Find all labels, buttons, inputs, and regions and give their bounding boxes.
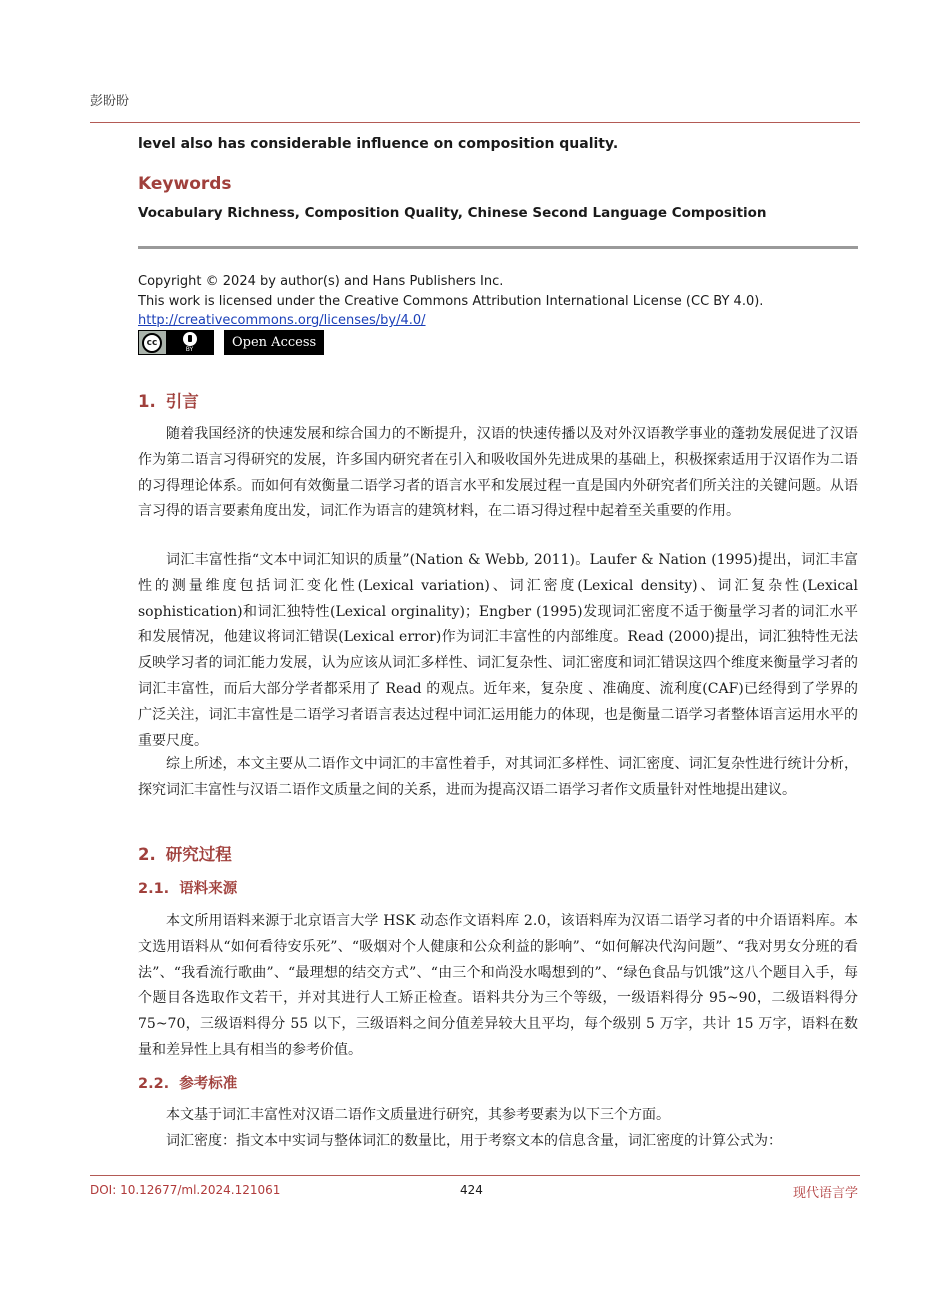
section-1-paragraph-1: 随着我国经济的快速发展和综合国力的不断提升，汉语的快速传播以及对外汉语教学事业的蓬勃发展促进了汉语作为第二语言习得研究的发展，许多国内研究者在引入和吸收国外先进成果的基础上，积极探索适用于汉语作为二语的习得理论体系。而如何有效衡量二语学习者的语言水平和发展过程一直是国内外研究者们所关注的关键问题。从语言习得的语言要素角度出发，词汇作为语言的建筑材料，在二语习得过程中起着至关重要的作用。: [138, 426, 858, 520]
keywords-text: Vocabulary Richness, Composition Quality, Chinese Second Language Composition: [138, 205, 767, 221]
by-label: BY: [185, 346, 194, 353]
license-link[interactable]: http://creativecommons.org/licenses/by/4.0/: [138, 313, 426, 328]
page-number: 424: [460, 1183, 483, 1197]
running-header-author: 彭盼盼: [90, 94, 130, 109]
cc-by-badge[interactable]: [138, 330, 214, 355]
section-2-2-heading: [138, 1072, 237, 1093]
section-1-title: 引言: [165, 392, 199, 411]
section-1-number: 1.: [138, 392, 156, 411]
section-2-1-number: 2.1.: [138, 881, 170, 897]
header-divider: [90, 122, 860, 123]
abstract-tail: level also has considerable influence on composition quality.: [138, 136, 619, 152]
section-2-1-title: 语料来源: [179, 881, 238, 897]
license-block: [138, 272, 858, 331]
by-block: [166, 331, 213, 354]
section-2-heading: [138, 841, 232, 865]
section-2-1-heading: [138, 877, 237, 898]
section-2-1-paragraph: 本文所用语料来源于北京语言大学 HSK 动态作文语料库 2.0，该语料库为汉语二语学习者的中介语语料库。本文选用语料从“如何看待安乐死”、“吸烟对个人健康和公众利益的影响”、“如何解决代沟问题”、“我对男女分班的看法”、“我看流行歌曲”、“最理想的结交方式”、“由三个和尚没水喝想到的”、“绿色食品与饥饿”这八个题目入手，每个题目各选取作文若干，并对其进行人工矫正检查。语料共分为三个等级，一级语料得分 95~90，二级语料得分 75~70，三级语料得分 55 以下，三级语料之间分值差异较大且平均，每个级别 5 万字，共计 15 万字，语料在数量和差异性上具有相当的参考价值。: [138, 913, 858, 1058]
license-badges: [138, 330, 324, 356]
footer-doi: DOI: 10.12677/ml.2024.121061: [90, 1183, 281, 1197]
section-2-2-title: 参考标准: [179, 1076, 238, 1092]
section-2-2-paragraph-2: 词汇密度：指文本中实词与整体词汇的数量比，用于考察文本的信息含量，词汇密度的计算公式为：: [166, 1133, 782, 1149]
section-2-title: 研究过程: [165, 845, 232, 864]
keywords-heading: Keywords: [138, 174, 232, 194]
section-2-2-paragraph-1: 本文基于词汇丰富性对汉语二语作文质量进行研究，其参考要素为以下三个方面。: [166, 1107, 670, 1123]
attribution-person-icon: [183, 332, 197, 346]
section-1-paragraph-2: 词汇丰富性指“文本中词汇知识的质量”(Nation & Webb, 2011)。Laufer & Nation (1995)提出，词汇丰富性的测量维度包括词汇变化性(Lexical variation)、词汇密度(Lexical density)、词汇复杂性(Lexical sophistication)和词汇独特性(Lexical orginality)；Engber (1995)发现词汇密度不适于衡量学习者的词汇水平和发展情况，他建议将词汇错误(Lexical error)作为词汇丰富性的内部维度。Read (2000)提出，词汇独特性无法反映学习者的词汇能力发展，认为应该从词汇多样性、词汇复杂性、词汇密度和词汇错误这四个维度来衡量学习者的词汇丰富性，而后大部分学者都采用了 Read 的观点。近年来，复杂度 、准确度、流利度(CAF)已经得到了学界的广泛关注，词汇丰富性是二语学习者语言表达过程中词汇运用能力的体现，也是衡量二语学习者整体语言运用水平的重要尺度。: [138, 552, 858, 749]
section-2-number: 2.: [138, 845, 156, 864]
section-2-2-number: 2.2.: [138, 1076, 170, 1092]
cc-logo-icon: cc: [142, 333, 162, 353]
section-1-heading: [138, 388, 199, 412]
license-statement: This work is licensed under the Creative Commons Attribution International License (CC BY 4.0).: [138, 293, 764, 309]
footer-divider: [90, 1175, 860, 1176]
open-access-badge[interactable]: Open Access: [224, 330, 324, 355]
section-1-paragraph-3: 综上所述，本文主要从二语作文中词汇的丰富性着手，对其词汇多样性、词汇密度、词汇复杂性进行统计分析，探究词汇丰富性与汉语二语作文质量之间的关系，进而为提高汉语二语学习者作文质量针对性地提出建议。: [138, 756, 858, 798]
journal-name: 现代语言学: [792, 1186, 858, 1201]
section-divider: [138, 246, 858, 249]
copyright-line: Copyright © 2024 by author(s) and Hans Publishers Inc.: [138, 274, 504, 289]
